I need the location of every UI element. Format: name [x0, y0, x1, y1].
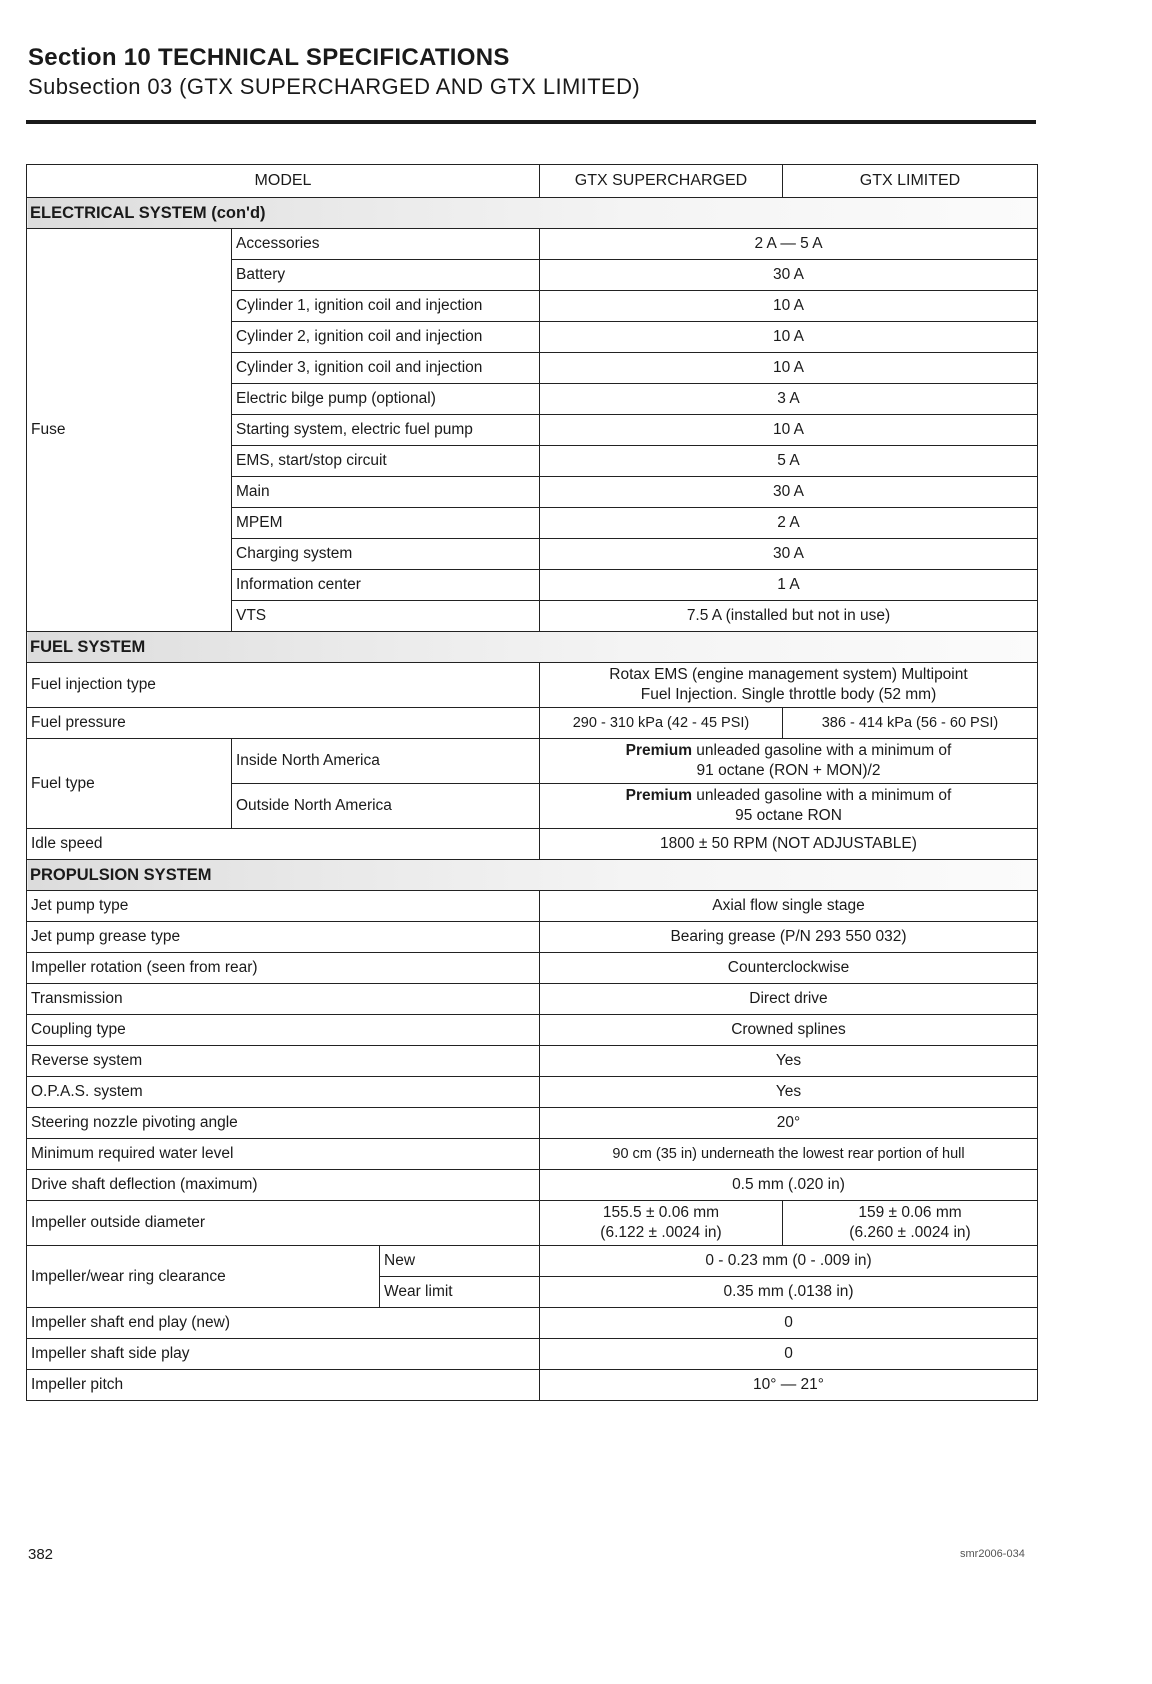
page-header — [28, 44, 1038, 100]
impeller-od-supercharged — [540, 1201, 783, 1246]
table-row — [27, 1046, 1038, 1077]
spec-label: Coupling type — [27, 1015, 540, 1046]
spec-label: Impeller shaft side play — [27, 1339, 540, 1370]
table-row — [27, 1201, 1038, 1246]
table-row — [27, 1308, 1038, 1339]
table-row — [27, 922, 1038, 953]
section-title: Section 10 TECHNICAL SPECIFICATIONS — [28, 44, 510, 71]
fuel-type-inside-label: Inside North America — [232, 739, 540, 784]
fuse-name: EMS, start/stop circuit — [232, 446, 540, 477]
table-row — [27, 984, 1038, 1015]
fuel-injection-line-2: Fuel Injection. Single throttle body (52 mm) — [640, 686, 937, 703]
spec-label: Impeller rotation (seen from rear) — [27, 953, 540, 984]
table-row — [27, 891, 1038, 922]
fuse-value: 10 A — [540, 322, 1038, 353]
spec-value: Crowned splines — [540, 1015, 1038, 1046]
spec-value: Yes — [540, 1046, 1038, 1077]
fuse-name: Electric bilge pump (optional) — [232, 384, 540, 415]
table-row — [27, 663, 1038, 708]
clearance-wear-value: 0.35 mm (.0138 in) — [540, 1277, 1038, 1308]
fuse-value: 3 A — [540, 384, 1038, 415]
impeller-od-limited-mm: 159 ± 0.06 mm — [858, 1204, 962, 1221]
header-model: MODEL — [27, 165, 540, 198]
fuel-type-inside-text: unleaded gasoline with a minimum of — [692, 742, 952, 759]
impeller-od-label: Impeller outside diameter — [27, 1201, 540, 1246]
fuse-value: 1 A — [540, 570, 1038, 601]
table-row — [27, 1370, 1038, 1401]
table-row — [27, 708, 1038, 739]
spec-label: Jet pump type — [27, 891, 540, 922]
fuse-value: 10 A — [540, 353, 1038, 384]
table-row — [27, 1339, 1038, 1370]
spec-value: Counterclockwise — [540, 953, 1038, 984]
table-row — [27, 1015, 1038, 1046]
spec-value: 20° — [540, 1108, 1038, 1139]
fuel-type-label: Fuel type — [27, 739, 232, 829]
clearance-label: Impeller/wear ring clearance — [27, 1246, 380, 1308]
fuel-type-outside-label: Outside North America — [232, 784, 540, 829]
spec-value: 90 cm (35 in) underneath the lowest rear portion of hull — [540, 1139, 1038, 1170]
fuse-name: Charging system — [232, 539, 540, 570]
table-header-row — [27, 165, 1038, 198]
fuse-value: 5 A — [540, 446, 1038, 477]
fuse-label: Fuse — [27, 229, 232, 632]
clearance-new-label: New — [380, 1246, 540, 1277]
spec-label: Impeller shaft end play (new) — [27, 1308, 540, 1339]
clearance-wear-label: Wear limit — [380, 1277, 540, 1308]
idle-speed-value: 1800 ± 50 RPM (NOT ADJUSTABLE) — [540, 829, 1038, 860]
table-row — [27, 1246, 1038, 1277]
fuel-injection-label: Fuel injection type — [27, 663, 540, 708]
fuse-name: VTS — [232, 601, 540, 632]
fuse-value: 30 A — [540, 477, 1038, 508]
spec-table — [26, 164, 1038, 1401]
table-row — [27, 739, 1038, 784]
fuel-type-inside-value — [540, 739, 1038, 784]
spec-value: 0.5 mm (.020 in) — [540, 1170, 1038, 1201]
spec-value: 10° — 21° — [540, 1370, 1038, 1401]
page-number: 382 — [28, 1546, 54, 1563]
impeller-od-limited-in: (6.260 ± .0024 in) — [849, 1224, 971, 1241]
fuse-value: 30 A — [540, 260, 1038, 291]
spec-value: Yes — [540, 1077, 1038, 1108]
fuel-type-outside-line-2: 95 octane RON — [735, 807, 842, 824]
fuse-name: Information center — [232, 570, 540, 601]
section-title-electrical: ELECTRICAL SYSTEM (con'd) — [27, 198, 1038, 229]
fuel-type-outside-text: unleaded gasoline with a minimum of — [692, 787, 952, 804]
clearance-new-value: 0 - 0.23 mm (0 - .009 in) — [540, 1246, 1038, 1277]
fuel-type-outside-value — [540, 784, 1038, 829]
fuse-name: Cylinder 2, ignition coil and injection — [232, 322, 540, 353]
spec-label: Minimum required water level — [27, 1139, 540, 1170]
table-row — [27, 229, 1038, 260]
fuel-pressure-label: Fuel pressure — [27, 708, 540, 739]
impeller-od-limited — [783, 1201, 1038, 1246]
fuel-type-outside-line-1 — [544, 786, 1033, 806]
fuse-name: Accessories — [232, 229, 540, 260]
premium-label: Premium — [625, 787, 692, 804]
fuse-value: 10 A — [540, 291, 1038, 322]
subsection-title: Subsection 03 (GTX SUPERCHARGED AND GTX LIMITED) — [28, 74, 641, 99]
spec-value: 0 — [540, 1308, 1038, 1339]
section-row-fuel — [27, 632, 1038, 663]
fuse-value: 2 A — 5 A — [540, 229, 1038, 260]
fuse-name: Cylinder 1, ignition coil and injection — [232, 291, 540, 322]
header-gtx-limited: GTX LIMITED — [783, 165, 1038, 198]
doc-code: smr2006-034 — [960, 1548, 1025, 1560]
section-row-propulsion — [27, 860, 1038, 891]
table-row — [27, 829, 1038, 860]
spec-label: Drive shaft deflection (maximum) — [27, 1170, 540, 1201]
impeller-od-supercharged-in: (6.122 ± .0024 in) — [600, 1224, 722, 1241]
fuse-name: Starting system, electric fuel pump — [232, 415, 540, 446]
fuse-name: MPEM — [232, 508, 540, 539]
fuse-value: 7.5 A (installed but not in use) — [540, 601, 1038, 632]
table-row — [27, 1077, 1038, 1108]
fuel-type-inside-line-2: 91 octane (RON + MON)/2 — [696, 762, 881, 779]
table-row — [27, 1108, 1038, 1139]
section-title-propulsion: PROPULSION SYSTEM — [27, 860, 1038, 891]
fuse-value: 2 A — [540, 508, 1038, 539]
spec-label: Reverse system — [27, 1046, 540, 1077]
fuel-injection-line-1: Rotax EMS (engine management system) Multipoint — [609, 666, 968, 683]
fuse-name: Battery — [232, 260, 540, 291]
section-title-fuel: FUEL SYSTEM — [27, 632, 1038, 663]
fuse-name: Main — [232, 477, 540, 508]
fuel-injection-value — [540, 663, 1038, 708]
spec-label: Steering nozzle pivoting angle — [27, 1108, 540, 1139]
impeller-od-supercharged-mm: 155.5 ± 0.06 mm — [602, 1204, 720, 1221]
fuel-pressure-supercharged: 290 - 310 kPa (42 - 45 PSI) — [540, 708, 783, 739]
section-row-electrical — [27, 198, 1038, 229]
fuse-name: Cylinder 3, ignition coil and injection — [232, 353, 540, 384]
fuel-type-inside-line-1 — [544, 741, 1033, 761]
spec-value: 0 — [540, 1339, 1038, 1370]
spec-value: Axial flow single stage — [540, 891, 1038, 922]
header-gtx-supercharged: GTX SUPERCHARGED — [540, 165, 783, 198]
idle-speed-label: Idle speed — [27, 829, 540, 860]
table-row — [27, 953, 1038, 984]
spec-label: Transmission — [27, 984, 540, 1015]
fuel-pressure-limited: 386 - 414 kPa (56 - 60 PSI) — [783, 708, 1038, 739]
fuse-value: 30 A — [540, 539, 1038, 570]
table-row — [27, 1170, 1038, 1201]
table-row — [27, 1139, 1038, 1170]
spec-value: Direct drive — [540, 984, 1038, 1015]
header-rule — [26, 120, 1036, 124]
spec-label: O.P.A.S. system — [27, 1077, 540, 1108]
spec-label: Jet pump grease type — [27, 922, 540, 953]
spec-value: Bearing grease (P/N 293 550 032) — [540, 922, 1038, 953]
premium-label: Premium — [625, 742, 692, 759]
fuse-value: 10 A — [540, 415, 1038, 446]
spec-label: Impeller pitch — [27, 1370, 540, 1401]
